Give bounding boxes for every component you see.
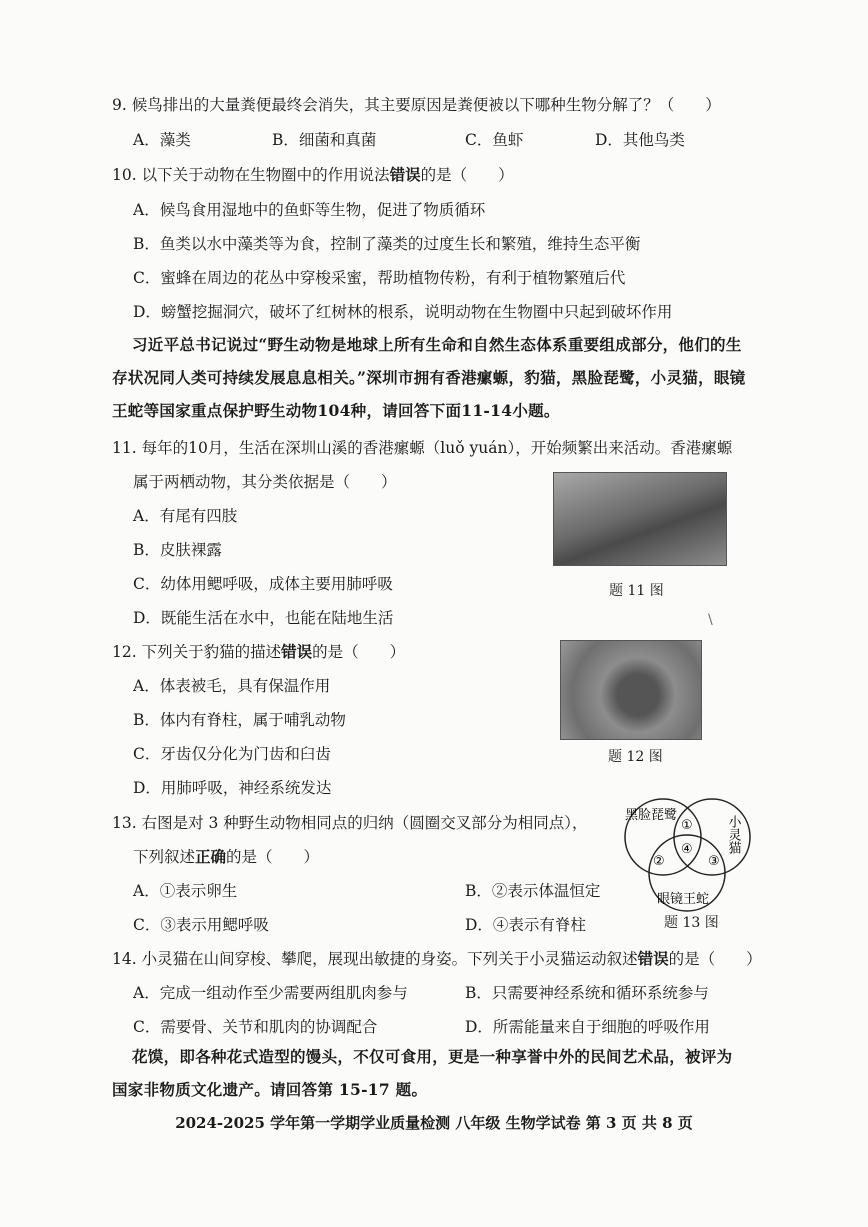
question-10-stem (112, 163, 514, 185)
venn-region-1: ① (681, 818, 693, 833)
figure-12-caption: 题 12 图 (608, 749, 663, 765)
q11-option-c: C．幼体用鳃呼吸，成体主要用肺呼吸 (133, 575, 393, 593)
q12-option-a: A．体表被毛，具有保温作用 (133, 677, 331, 695)
q13-stem-post: 的是（ ） (226, 848, 320, 866)
q13-option-c: C．③表示用鳃呼吸 (133, 916, 269, 934)
q13-option-d: D．④表示有脊柱 (465, 916, 586, 934)
q10-option-b: B．鱼类以水中藻类等为食，控制了藻类的过度生长和繁殖，维持生态平衡 (133, 235, 641, 253)
figure-11-caption: 题 11 图 (609, 583, 664, 599)
q14-option-a: A．完成一组动作至少需要两组肌肉参与 (133, 984, 408, 1002)
venn-diagram (615, 795, 760, 913)
question-13-stem-line2 (133, 845, 319, 867)
q12-option-d: D．用肺呼吸，神经系统发达 (133, 779, 332, 797)
q14-stem-keyword: 错误 (637, 949, 669, 968)
q13-stem-keyword: 正确 (195, 847, 227, 866)
question-12-stem (112, 640, 405, 662)
passage-huamo: 花馍，即各种花式造型的馒头，不仅可食用，更是一种享誉中外的民间艺术品，被评为国家非物质文化遗产。请回答第 15-17 题。 (112, 1047, 733, 1099)
q12-option-b: B．体内有脊柱，属于哺乳动物 (133, 711, 346, 729)
q12-stem-pre: 12. 下列关于豹猫的描述 (112, 643, 282, 661)
q9-option-a: A．藻类 (133, 131, 191, 149)
venn-region-2: ② (653, 854, 665, 869)
q10-option-a: A．候鸟食用湿地中的鱼虾等生物，促进了物质循环 (133, 201, 486, 219)
q11-option-d: D．既能生活在水中，也能在陆地生活 (133, 609, 394, 627)
question-11-stem-line2: 属于两栖动物，其分类依据是（ ） (133, 473, 397, 491)
question-14-stem (112, 947, 762, 969)
q12-option-c: C．牙齿仅分化为门齿和臼齿 (133, 745, 331, 763)
q11-option-a: A．有尾有四肢 (133, 507, 238, 525)
venn-region-4: ④ (681, 842, 693, 857)
q14-stem-pre: 14. 小灵猫在山间穿梭、攀爬，展现出敏捷的身姿。下列关于小灵猫运动叙述 (112, 950, 638, 968)
q10-stem-post: 的是（ ） (420, 166, 514, 184)
venn-label-c: 眼镜王蛇 (657, 892, 710, 907)
q10-stem-pre: 10. 以下关于动物在生物圈中的作用说法 (112, 166, 390, 184)
salamander-photo (553, 472, 727, 566)
scan-mark: \ (708, 612, 713, 628)
q12-stem-keyword: 错误 (281, 642, 313, 661)
venn-region-3: ③ (708, 854, 720, 869)
q13-stem-pre: 下列叙述 (133, 848, 196, 866)
question-11-stem-line1: 11. 每年的10月，生活在深圳山溪的香港瘰螈（luǒ yuán），开始频繁出来活动。香港瘰螈 (112, 439, 733, 457)
q13-option-b: B．②表示体温恒定 (465, 882, 601, 900)
q11-option-b: B．皮肤裸露 (133, 541, 222, 559)
q14-option-b: B．只需要神经系统和循环系统参与 (465, 984, 709, 1002)
q14-option-d: D．所需能量来自于细胞的呼吸作用 (465, 1018, 710, 1036)
q9-option-c: C．鱼虾 (465, 131, 524, 149)
question-9-stem: 9. 候鸟排出的大量粪便最终会消失，其主要原因是粪便被以下哪种生物分解了？（ ） (112, 96, 721, 114)
venn-label-b: 小灵猫 (725, 815, 741, 854)
venn-label-a-line1: 黑脸琵鹭 (625, 808, 678, 823)
q9-option-b: B．细菌和真菌 (272, 131, 377, 149)
figure-13-caption: 题 13 图 (664, 915, 719, 931)
leopard-cat-photo (560, 640, 702, 740)
q12-stem-post: 的是（ ） (312, 643, 406, 661)
question-13-stem-line1: 13. 右图是对 3 种野生动物相同点的归纳（圆圈交叉部分为相同点）， (112, 814, 588, 832)
q14-option-c: C．需要骨、关节和肌肉的协调配合 (133, 1018, 378, 1036)
q10-option-d: D．螃蟹挖掘洞穴，破坏了红树林的根系，说明动物在生物圈中只起到破坏作用 (133, 303, 673, 321)
q10-option-c: C．蜜蜂在周边的花丛中穿梭采蜜，帮助植物传粉，有利于植物繁殖后代 (133, 269, 626, 287)
q9-option-d: D．其他鸟类 (595, 131, 685, 149)
page-footer: 2024-2025 学年第一学期学业质量检测 八年级 生物学试卷 第 3 页 共 8 页 (175, 1114, 693, 1132)
q13-option-a: A．①表示卵生 (133, 882, 238, 900)
q10-stem-keyword: 错误 (389, 165, 421, 184)
q14-stem-post: 的是（ ） (668, 950, 762, 968)
passage-wildlife: 习近平总书记说过“野生动物是地球上所有生命和自然生态体系重要组成部分，他们的生存状况同人类可持续发展息息相关。”深圳市拥有香港瘰螈，豹猫，黑脸琵鹭，小灵猫，眼镜王蛇等国家重点保护野生动物104种，请回答下面11-14小题。 (112, 335, 746, 420)
